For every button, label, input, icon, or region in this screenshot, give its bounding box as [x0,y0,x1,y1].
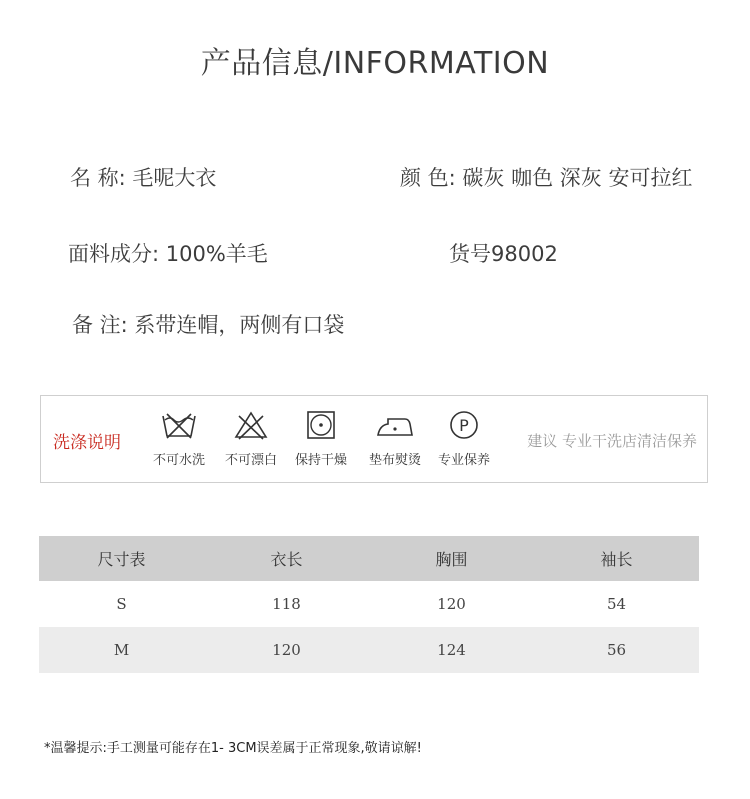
table-header-cell: 胸围 [435,550,468,569]
care-label: 专业保养 [437,453,490,468]
table-cell: 56 [606,641,627,659]
table-header-cell: 袖长 [600,550,633,569]
care-label: 保持干燥 [294,453,347,468]
table-cell: M [113,641,130,659]
table-header-cell: 衣长 [270,550,303,569]
page-title: 产品信息/INFORMATION [200,46,550,81]
table-header-cell: 尺寸表 [97,550,146,569]
measurement-tip: *温馨提示:手工测量可能存在1- 3CM误差属于正常现象,敬请谅解! [44,741,422,756]
table-cell: S [116,595,127,613]
care-note: 建议 专业干洗店清洁保养 [527,432,697,450]
product-color: 颜 色: 碳灰 咖色 深灰 安可拉红 [400,166,693,190]
table-cell: 120 [437,595,466,613]
product-remark: 备 注: 系带连帽，两侧有口袋 [72,313,345,337]
table-row [39,627,699,673]
no-wash-icon [161,410,197,440]
care-instructions-panel [40,395,708,483]
care-label: 不可漂白 [224,453,277,468]
care-item-iron [361,410,429,468]
table-row [39,581,699,627]
care-label: 不可水洗 [152,453,205,468]
size-table [39,536,699,673]
table-cell: 54 [606,595,627,613]
no-bleach-icon [233,410,269,440]
care-label: 垫布熨烫 [368,453,421,468]
table-cell: 120 [272,641,301,659]
table-cell: 124 [437,641,466,659]
care-item-no-bleach [217,410,285,468]
iron-icon [376,410,414,440]
table-cell: 118 [272,595,301,613]
table-header-row [39,536,699,581]
product-name: 名 称: 毛呢大衣 [70,166,217,190]
professional-care-icon [446,410,482,440]
care-item-no-wash [145,410,213,468]
care-item-professional [430,410,498,468]
tumble-dry-icon [303,410,339,440]
care-item-keep-dry [287,410,355,468]
care-title: 洗涤说明 [53,433,121,453]
product-item-number: 货号98002 [449,242,558,266]
product-material: 面料成分: 100%羊毛 [68,242,268,266]
svg-text:P: P [459,416,469,435]
